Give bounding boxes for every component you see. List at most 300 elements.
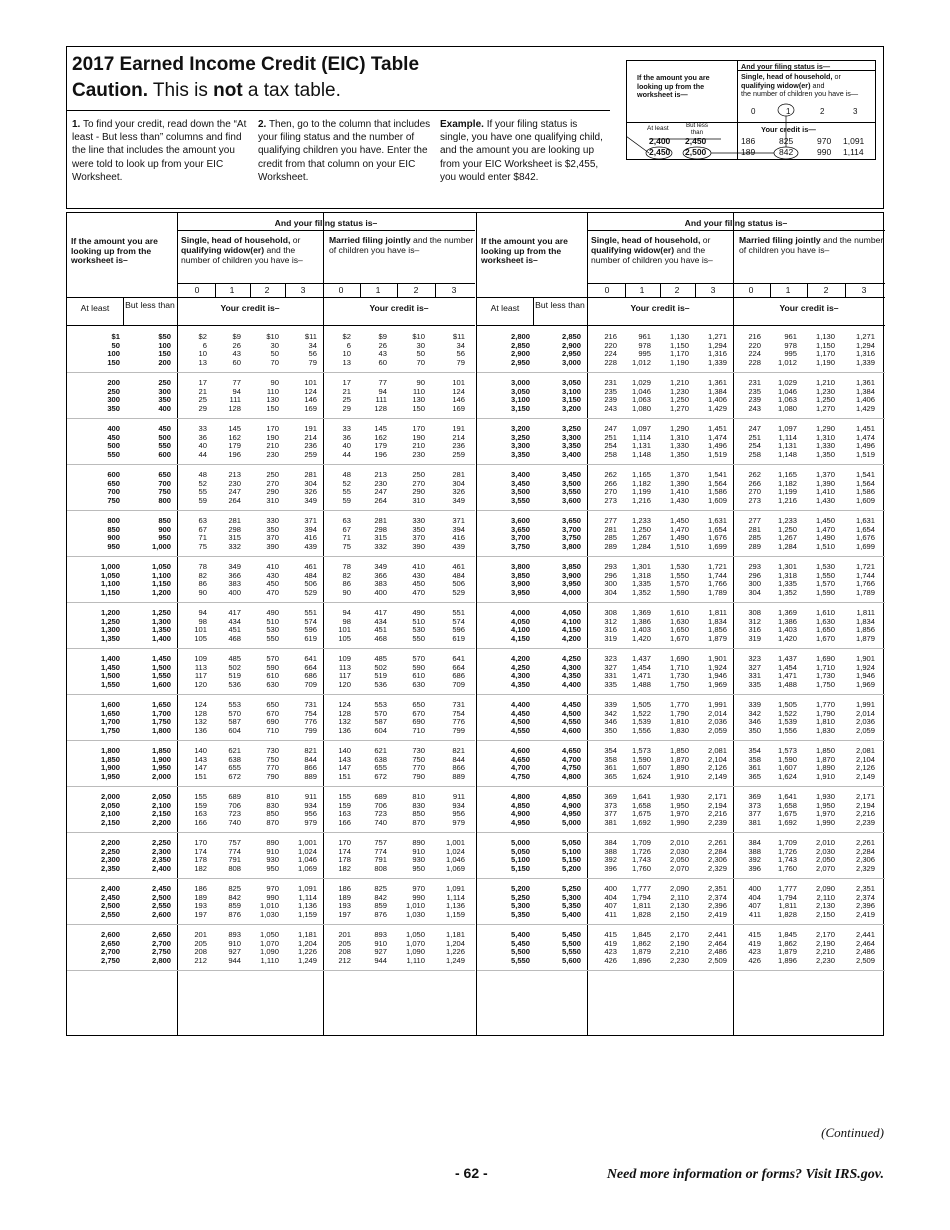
credit-single: 82 (198, 570, 207, 580)
credit-single: 79 (308, 357, 317, 367)
credit-single: 1,654 (707, 524, 727, 534)
credit-mfj: 1,850 (815, 746, 835, 755)
credit-single: 770 (266, 763, 279, 773)
credit-single: 40 (198, 441, 207, 451)
credit-single: 2,090 (669, 884, 689, 893)
group-line (67, 924, 475, 925)
credit-single: 910 (266, 846, 279, 856)
credit-mfj: 723 (374, 809, 387, 819)
credit-mfj: 59 (342, 495, 351, 505)
credit-single: 1,496 (707, 441, 727, 451)
credit-mfj: 1,519 (855, 449, 875, 459)
credit-mfj: 910 (374, 938, 387, 948)
credit-mfj: 55 (342, 487, 351, 497)
credit-single: 1,114 (298, 892, 317, 902)
credit-mfj: 529 (452, 587, 465, 597)
credit-single: 1,609 (707, 495, 727, 505)
credit-mfj: 1,370 (815, 470, 835, 479)
credit-mfj: 1,550 (815, 570, 835, 580)
credit-single: 50 (270, 349, 279, 359)
credit-single: 315 (228, 533, 241, 543)
but-less-value: 1,600 (151, 679, 171, 689)
credit-mfj: 346 (748, 717, 761, 727)
credit-mfj: 2,149 (855, 771, 875, 781)
but-less-value: 600 (158, 449, 171, 459)
credit-single: 1,726 (631, 846, 651, 856)
credit-single: 2,464 (707, 938, 727, 948)
but-less-value: 1,950 (151, 763, 171, 773)
kids-count-mfj: 2 (413, 285, 419, 295)
credit-single: 251 (604, 432, 617, 442)
credit-mfj: 1,294 (855, 340, 875, 350)
credit-mfj: 1,310 (815, 432, 835, 442)
credit-single: 1,384 (707, 386, 727, 396)
credit-mfj: 1,946 (855, 671, 875, 681)
at-least-value: 3,300 (510, 441, 530, 451)
credit-mfj: 1,267 (777, 533, 797, 543)
credit-mfj: 1,454 (777, 662, 797, 672)
credit-single: 407 (604, 901, 617, 911)
credit-single: 358 (604, 754, 617, 764)
single-or: or (702, 235, 711, 245)
credit-mfj: 530 (412, 625, 425, 635)
but-less-value: 2,100 (151, 800, 171, 810)
single-or: or (292, 235, 301, 245)
ex-kid-2: 2 (820, 107, 825, 116)
credit-single: 1,790 (669, 708, 689, 718)
but-less-value: 5,450 (561, 930, 581, 939)
credit-mfj: 570 (412, 654, 425, 663)
credit-mfj: 179 (374, 441, 387, 451)
credit-single: 290 (266, 487, 279, 497)
credit-mfj: 1,384 (855, 386, 875, 396)
credit-mfj: 10 (342, 349, 351, 359)
credit-single: 1,760 (631, 863, 651, 873)
credit-single: 1,519 (707, 449, 727, 459)
credit-single: 145 (228, 424, 241, 433)
credit-single: 1,233 (631, 516, 651, 525)
credit-mfj: 224 (748, 349, 761, 359)
credit-single: 1,970 (669, 809, 689, 819)
credit-single: 1,001 (297, 838, 317, 847)
credit-mfj: 731 (452, 700, 465, 709)
credit-single: 1,390 (669, 478, 689, 488)
credit-single: 911 (304, 792, 317, 801)
credit-single: 978 (638, 340, 651, 350)
at-least-value: 4,650 (510, 754, 530, 764)
credit-single: 1,012 (631, 357, 651, 367)
credit-mfj: 247 (374, 487, 387, 497)
credit-mfj: 285 (748, 533, 761, 543)
credit-single: 2,059 (707, 725, 727, 735)
credit-mfj: 1,316 (855, 349, 875, 359)
credit-single: 1,834 (707, 616, 727, 626)
at-least-value: 1,200 (100, 608, 120, 617)
but-less-value: 2,550 (151, 901, 171, 911)
row-line (587, 283, 885, 284)
credit-single: 270 (266, 478, 279, 488)
credit-single: 1,350 (669, 449, 689, 459)
credit-single: 2,036 (707, 717, 727, 727)
credit-single: 709 (304, 679, 317, 689)
credit-mfj: 383 (374, 579, 387, 589)
credit-mfj: 323 (748, 654, 761, 663)
credit-mfj: 2,014 (855, 708, 875, 718)
credit-mfj: 1,451 (855, 424, 875, 433)
credit-mfj: 1,510 (815, 541, 835, 551)
credit-single: 1,335 (631, 579, 651, 589)
credit-single: 174 (194, 846, 207, 856)
credit-single: 1,024 (297, 846, 317, 856)
credit-mfj: 2,351 (855, 884, 875, 893)
credit-single: 1,284 (631, 541, 651, 551)
credit-mfj: 1,406 (855, 395, 875, 405)
credit-single: 670 (266, 708, 279, 718)
credit-single: 155 (194, 792, 207, 801)
credit-mfj: 1,744 (855, 570, 875, 580)
credit-single: 214 (304, 432, 317, 442)
at-least-value: 1,800 (100, 746, 120, 755)
but-less-value: 5,100 (561, 846, 581, 856)
credit-mfj: 1,069 (445, 863, 465, 873)
credit-single: 1,675 (631, 809, 651, 819)
but-less-value: 2,750 (151, 947, 171, 957)
at-least-value: 3,850 (510, 570, 530, 580)
at-least-value: 5,350 (510, 909, 530, 919)
group-line (67, 786, 475, 787)
credit-single: 1,879 (707, 633, 727, 643)
credit-mfj: 1,012 (777, 357, 797, 367)
at-least-value: 1,450 (100, 662, 120, 672)
credit-mfj: 690 (412, 717, 425, 727)
credit-single: 1,676 (707, 533, 727, 543)
credit-mfj: 366 (374, 570, 387, 580)
credit-single: 587 (228, 717, 241, 727)
kids-count-mfj: 0 (338, 285, 344, 295)
credit-single: 390 (266, 541, 279, 551)
credit-single: 75 (198, 541, 207, 551)
credit-mfj: 146 (452, 395, 465, 405)
credit-mfj: 859 (374, 901, 387, 911)
credit-mfj: 289 (748, 541, 761, 551)
mfj-rest: and the number of children you have is– (329, 235, 474, 255)
eic-table (66, 212, 884, 1036)
credit-single: 1,828 (631, 909, 651, 919)
credit-single: 870 (266, 817, 279, 827)
credit-single: 63 (198, 516, 207, 525)
but-less-value: 1,650 (151, 700, 171, 709)
credit-mfj: 327 (748, 662, 761, 672)
credit-single: 1,811 (632, 901, 651, 911)
credit-single: 212 (194, 955, 207, 965)
credit-mfj: 174 (338, 846, 351, 856)
credit-single: 224 (604, 349, 617, 359)
credit-single: 2,081 (707, 746, 727, 755)
credit-single: 2,149 (707, 771, 727, 781)
credit-single: 1,050 (259, 930, 279, 939)
credit-mfj: 259 (452, 449, 465, 459)
credit-single: 686 (304, 671, 317, 681)
credit-single: 550 (266, 633, 279, 643)
group-line (477, 556, 885, 557)
credit-mfj: 1,437 (777, 654, 797, 663)
credit-mfj: 147 (338, 763, 351, 773)
credit-mfj: 86 (342, 579, 351, 589)
but-less-value: 4,250 (561, 654, 581, 663)
credit-mfj: 191 (452, 424, 465, 433)
credit-mfj: 1,530 (815, 562, 835, 571)
credit-single: 1,069 (297, 863, 317, 873)
but-less-value: 800 (158, 495, 171, 505)
step-2-instructions: 2. Then, go to the column that includes your filing status and the number of qualifying children you have. Enter the credit from that column on your EIC Worksheet. (258, 119, 431, 183)
credit-single: 1,550 (669, 570, 689, 580)
credit-mfj: 2,171 (855, 792, 875, 801)
credit-mfj: 410 (412, 562, 425, 571)
credit-single: 596 (304, 625, 317, 635)
credit-single: 90 (198, 587, 207, 597)
credit-single: 1,097 (631, 424, 651, 433)
credit-single: 1,710 (669, 662, 689, 672)
credit-mfj: 1,609 (855, 495, 875, 505)
credit-single: 1,170 (669, 349, 689, 359)
ex-row1-v0: 186 (741, 136, 756, 146)
credit-single: 404 (604, 892, 617, 902)
credit-single: 1,301 (631, 562, 651, 571)
credit-mfj: 349 (452, 495, 465, 505)
credit-mfj: 590 (412, 662, 425, 672)
credit-single: 316 (604, 625, 617, 635)
credit-mfj: 1,091 (445, 884, 465, 893)
credit-single: 1,850 (669, 746, 689, 755)
but-less-value: 3,950 (561, 579, 581, 589)
credit-mfj: 536 (374, 679, 387, 689)
group-line (477, 510, 885, 511)
credit-mfj: 1,811 (778, 901, 797, 911)
credit-mfj: 330 (412, 516, 425, 525)
credit-single: 33 (198, 424, 207, 433)
credit-single: 304 (304, 478, 317, 488)
table-panel-right (477, 213, 886, 1035)
credit-single: 1,310 (669, 432, 689, 442)
credit-single: 388 (604, 846, 617, 856)
circle-mark (683, 147, 711, 159)
credit-single: 262 (604, 470, 617, 479)
credit-single: 1,896 (631, 955, 651, 965)
at-least-value: 4,700 (510, 763, 530, 773)
credit-single: 1,150 (669, 340, 689, 350)
credit-mfj: 1,090 (405, 947, 425, 957)
but-less-value: 1,350 (151, 625, 171, 635)
credit-single: 2,239 (707, 817, 727, 827)
credit-mfj: 1,290 (815, 424, 835, 433)
credit-single: 893 (228, 930, 241, 939)
at-least-value: 800 (107, 516, 120, 525)
ex-lookup-label: If the amount you are looking up from the worksheet is— (637, 73, 710, 99)
credit-single: 170 (266, 424, 279, 433)
credit-mfj: 2,329 (855, 863, 875, 873)
credit-single: 67 (198, 524, 207, 534)
credit-single: 394 (304, 524, 317, 534)
mfj-label (739, 236, 885, 256)
at-least-value: 3,500 (510, 487, 530, 497)
at-least-value: 1,750 (100, 725, 120, 735)
lookup-label: If the amount you are looking up from the worksheet is– (71, 236, 158, 265)
credit-single: 366 (228, 570, 241, 580)
credit-mfj: 1,586 (855, 487, 875, 497)
credit-single: 239 (604, 395, 617, 405)
at-least-value: 2,700 (100, 947, 120, 957)
single-bold: Single, head of household, (181, 235, 291, 245)
credit-mfj: 1,901 (855, 654, 875, 663)
credit-mfj: 1,386 (777, 616, 797, 626)
credit-single: 2,419 (707, 909, 727, 919)
credit-mfj: $2 (342, 332, 351, 341)
credit-mfj: 1,210 (815, 378, 835, 387)
credit-single: 1,318 (631, 570, 651, 580)
credit-single: 1,730 (669, 671, 689, 681)
circle-mark (774, 147, 798, 159)
but-less-value: 1,100 (151, 570, 171, 580)
but-less-value: 250 (158, 378, 171, 387)
credit-single: 664 (304, 662, 317, 672)
credit-single: 310 (266, 495, 279, 505)
credit-mfj: 1,420 (777, 633, 797, 643)
kids-count-single: 2 (264, 285, 270, 295)
credit-mfj: 670 (412, 708, 425, 718)
credit-mfj: 2,104 (855, 754, 875, 764)
credit-mfj: 2,216 (855, 809, 875, 819)
but-less-value: 5,600 (561, 955, 581, 965)
credit-mfj: 423 (748, 947, 761, 957)
credit-single: 113 (194, 662, 207, 672)
credit-single: 450 (266, 579, 279, 589)
credit-single: 1,046 (297, 855, 317, 865)
credit-single: 308 (604, 608, 617, 617)
credit-single: 1,369 (631, 608, 651, 617)
but-less-value: 200 (158, 357, 171, 367)
credit-mfj: 2,050 (815, 855, 835, 865)
credit-single: 2,070 (669, 863, 689, 873)
credit-mfj: $9 (378, 332, 387, 341)
credit-mfj: 2,396 (855, 901, 875, 911)
credit-single: 34 (308, 340, 317, 350)
credit-single: 995 (638, 349, 651, 359)
at-least-value: 2,300 (100, 855, 120, 865)
at-least-value: 4,600 (510, 746, 530, 755)
credit-mfj: 331 (748, 671, 761, 681)
credit-mfj: 145 (374, 424, 387, 433)
credit-single: 170 (194, 838, 207, 847)
credit-single: 189 (194, 892, 207, 902)
credit-mfj: 243 (748, 403, 761, 413)
credit-mfj: 396 (748, 863, 761, 873)
but-less-value: 2,050 (151, 792, 171, 801)
credit-mfj: 70 (416, 357, 425, 367)
credit-mfj: 169 (452, 403, 465, 413)
credit-single: 105 (194, 633, 207, 643)
credit-single: 750 (266, 754, 279, 764)
at-least-value: 1,950 (100, 771, 120, 781)
credit-mfj: 394 (452, 524, 465, 534)
credit-mfj: 1,110 (406, 955, 425, 965)
credit-mfj: 890 (412, 838, 425, 847)
credit-single: 844 (304, 754, 317, 764)
credit-single: 950 (266, 863, 279, 873)
credit-single: 461 (304, 562, 317, 571)
col-line (177, 213, 178, 1035)
credit-mfj: 384 (748, 838, 761, 847)
credit-mfj: 373 (748, 800, 761, 810)
credit-single: 610 (266, 671, 279, 681)
credit-mfj: 956 (452, 809, 465, 819)
credit-mfj: 213 (374, 470, 387, 479)
but-less-value: 2,350 (151, 855, 171, 865)
credit-single: 934 (304, 800, 317, 810)
credit-single: 243 (604, 403, 617, 413)
but-less-value: 2,300 (151, 846, 171, 856)
but-less-value: 300 (158, 386, 171, 396)
credit-single: 371 (304, 516, 317, 525)
credit-single: 392 (604, 855, 617, 865)
but-less-value: 5,550 (561, 947, 581, 957)
single-hoh-label (181, 236, 321, 265)
credit-mfj: 978 (784, 340, 797, 350)
credit-mfj: 893 (374, 930, 387, 939)
credit-single: 396 (604, 863, 617, 873)
group-line (67, 464, 475, 465)
credit-mfj: 799 (452, 725, 465, 735)
credit-single: 944 (228, 955, 241, 965)
credit-mfj: 163 (338, 809, 351, 819)
credit-single: 2,150 (669, 909, 689, 919)
credit-single: 1,437 (631, 654, 651, 663)
credit-single: 230 (266, 449, 279, 459)
credit-single: 26 (232, 340, 241, 350)
credit-mfj: 1,181 (445, 930, 465, 939)
credit-single: 400 (604, 884, 617, 893)
credit-single: 1,204 (297, 938, 317, 948)
credit-mfj: 358 (748, 754, 761, 764)
credit-mfj: 196 (374, 449, 387, 459)
credit-mfj: 60 (378, 357, 387, 367)
but-less-value: 4,600 (561, 725, 581, 735)
but-less-value: 4,000 (561, 587, 581, 597)
credit-mfj: 1,046 (445, 855, 465, 865)
credit-single: 690 (266, 717, 279, 727)
at-least-value: 750 (107, 495, 120, 505)
credit-single: 349 (228, 562, 241, 571)
ex-kid-3: 3 (853, 107, 858, 116)
at-least-value: 3,750 (510, 541, 530, 551)
credit-single: 2,329 (707, 863, 727, 873)
credit-single: 216 (604, 332, 617, 341)
credit-mfj: 754 (452, 708, 465, 718)
credit-mfj: 407 (748, 901, 761, 911)
credit-mfj: 1,050 (405, 930, 425, 939)
at-least-value: 2,500 (100, 901, 120, 911)
credit-single: 273 (604, 495, 617, 505)
credit-mfj: 1,488 (777, 679, 797, 689)
credit-single: 128 (228, 403, 241, 413)
credit-mfj: 2,306 (855, 855, 875, 865)
credit-single: 71 (198, 533, 207, 543)
credit-single: 258 (604, 449, 617, 459)
more-info-link[interactable]: Need more information or forms? Visit IRS.gov. (606, 1167, 884, 1182)
but-less-label: But less than (535, 300, 585, 310)
row-line (67, 297, 475, 298)
credit-mfj: 1,726 (777, 846, 797, 856)
credit-mfj: 30 (416, 340, 425, 350)
